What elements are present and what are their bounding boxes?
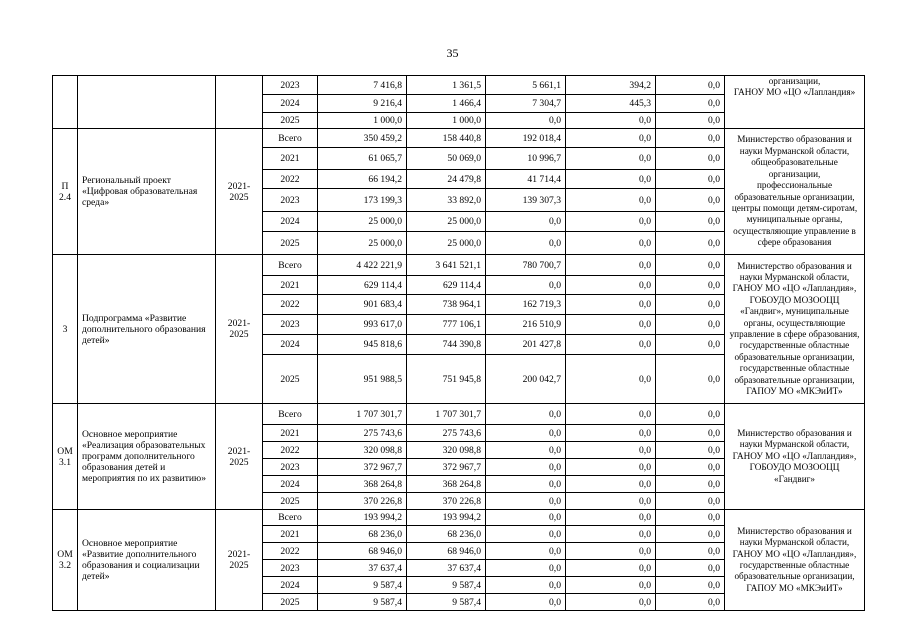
row-year: 2024 <box>263 212 318 232</box>
table-row <box>53 404 865 425</box>
row-value: 0,0 <box>566 148 656 170</box>
row-total: 368 264,8 <box>318 476 407 493</box>
row-value: 0,0 <box>566 335 656 355</box>
row-year: 2021 <box>263 148 318 170</box>
row-value: 0,0 <box>486 212 566 232</box>
row-value: 0,0 <box>566 189 656 212</box>
row-total: 68 946,0 <box>318 543 407 560</box>
table-row <box>53 76 865 95</box>
row-year: Всего <box>263 129 318 148</box>
row-value: 0,0 <box>566 295 656 315</box>
row-total: 25 000,0 <box>318 212 407 232</box>
section-period: 2021- 2025 <box>216 510 263 611</box>
row-value: 9 587,4 <box>407 577 486 594</box>
section-name: Основное мероприятие «Реализация образовательных программ дополнительного образования детей и мероприятия по их развитию» <box>78 404 216 510</box>
section-name: Региональный проект «Цифровая образовательная среда» <box>78 129 216 255</box>
row-value: 0,0 <box>656 232 725 255</box>
row-year: Всего <box>263 404 318 425</box>
row-year: 2023 <box>263 315 318 335</box>
row-value: 0,0 <box>656 315 725 335</box>
row-value: 0,0 <box>486 459 566 476</box>
section-name <box>78 76 216 129</box>
row-value: 0,0 <box>566 276 656 295</box>
row-value: 0,0 <box>656 148 725 170</box>
row-year: 2023 <box>263 189 318 212</box>
row-year: 2023 <box>263 76 318 95</box>
row-total: 1 707 301,7 <box>318 404 407 425</box>
row-total: 9 587,4 <box>318 594 407 611</box>
row-value: 0,0 <box>486 404 566 425</box>
row-value: 0,0 <box>656 76 725 95</box>
row-total: 350 459,2 <box>318 129 407 148</box>
page-number: 35 <box>446 46 459 60</box>
row-value: 320 098,8 <box>407 442 486 459</box>
section-period: 2021- 2025 <box>216 129 263 255</box>
row-year: 2025 <box>263 493 318 510</box>
row-value: 0,0 <box>656 526 725 543</box>
row-value: 0,0 <box>566 560 656 577</box>
row-total: 629 114,4 <box>318 276 407 295</box>
row-value: 0,0 <box>656 189 725 212</box>
row-year: 2025 <box>263 594 318 611</box>
row-year: 2022 <box>263 442 318 459</box>
row-total: 25 000,0 <box>318 232 407 255</box>
section-period: 2021- 2025 <box>216 255 263 404</box>
row-value: 0,0 <box>486 476 566 493</box>
table-body <box>53 76 865 611</box>
row-year: 2021 <box>263 276 318 295</box>
row-value: 777 106,1 <box>407 315 486 335</box>
row-value: 0,0 <box>566 129 656 148</box>
row-value: 0,0 <box>566 425 656 442</box>
row-total: 37 637,4 <box>318 560 407 577</box>
row-year: 2021 <box>263 526 318 543</box>
table-row <box>53 255 865 276</box>
row-total: 1 000,0 <box>318 113 407 129</box>
row-value: 158 440,8 <box>407 129 486 148</box>
row-value: 162 719,3 <box>486 295 566 315</box>
row-value: 0,0 <box>656 276 725 295</box>
row-value: 139 307,3 <box>486 189 566 212</box>
row-value: 0,0 <box>656 493 725 510</box>
row-value: 445,3 <box>566 95 656 113</box>
row-value: 24 479,8 <box>407 170 486 189</box>
row-value: 744 390,8 <box>407 335 486 355</box>
row-total: 68 236,0 <box>318 526 407 543</box>
row-value: 0,0 <box>656 170 725 189</box>
row-value: 0,0 <box>656 560 725 577</box>
row-total: 320 098,8 <box>318 442 407 459</box>
row-value: 1 707 301,7 <box>407 404 486 425</box>
row-year: Всего <box>263 510 318 526</box>
row-value: 0,0 <box>566 493 656 510</box>
row-value: 629 114,4 <box>407 276 486 295</box>
row-total: 945 818,6 <box>318 335 407 355</box>
row-year: 2024 <box>263 476 318 493</box>
table-row <box>53 129 865 148</box>
row-value: 0,0 <box>566 113 656 129</box>
row-value: 0,0 <box>486 442 566 459</box>
row-value: 0,0 <box>566 543 656 560</box>
row-value: 0,0 <box>486 526 566 543</box>
row-value: 3 641 521,1 <box>407 255 486 276</box>
row-value: 68 236,0 <box>407 526 486 543</box>
section-executor: организации, ГАНОУ МО «ЦО «Лапландия» <box>725 76 865 129</box>
row-value: 0,0 <box>656 95 725 113</box>
row-total: 66 194,2 <box>318 170 407 189</box>
row-year: 2022 <box>263 543 318 560</box>
row-value: 0,0 <box>486 594 566 611</box>
section-executor: Министерство образования и науки Мурманской области, ГАНОУ МО «ЦО «Лапландия», ГОБОУДО МОЗООЦЦ «Гандвиг» <box>725 404 865 510</box>
row-value: 0,0 <box>486 543 566 560</box>
row-value: 193 994,2 <box>407 510 486 526</box>
row-value: 0,0 <box>486 560 566 577</box>
row-value: 0,0 <box>566 232 656 255</box>
row-value: 25 000,0 <box>407 212 486 232</box>
row-value: 10 996,7 <box>486 148 566 170</box>
section-period: 2021- 2025 <box>216 404 263 510</box>
row-total: 951 988,5 <box>318 355 407 404</box>
row-value: 0,0 <box>656 476 725 493</box>
row-value: 0,0 <box>656 459 725 476</box>
row-value: 0,0 <box>566 476 656 493</box>
section-code <box>53 76 78 129</box>
row-value: 370 226,8 <box>407 493 486 510</box>
section-period <box>216 76 263 129</box>
row-value: 0,0 <box>566 212 656 232</box>
section-executor: Министерство образования и науки Мурманской области, ГАНОУ МО «ЦО «Лапландия», государственные областные образовательные организации, ГАПОУ МО «МКЭиИТ» <box>725 510 865 611</box>
table-row <box>53 510 865 526</box>
row-year: 2025 <box>263 232 318 255</box>
section-name: Подпрограмма «Развитие дополнительного образования детей» <box>78 255 216 404</box>
row-value: 275 743,6 <box>407 425 486 442</box>
row-total: 4 422 221,9 <box>318 255 407 276</box>
row-value: 0,0 <box>656 510 725 526</box>
row-year: 2024 <box>263 95 318 113</box>
row-value: 1 466,4 <box>407 95 486 113</box>
row-value: 372 967,7 <box>407 459 486 476</box>
row-value: 751 945,8 <box>407 355 486 404</box>
section-executor: Министерство образования и науки Мурманской области, ГАНОУ МО «ЦО «Лапландия», ГОБОУДО МОЗООЦЦ «Гандвиг», муниципальные органы, осуществляющие управление в сфере образования, государственные областные образовательные организации, государственные областные образовательные организации, ГАПОУ МО «МКЭиИТ» <box>725 255 865 404</box>
row-value: 0,0 <box>656 335 725 355</box>
row-total: 61 065,7 <box>318 148 407 170</box>
section-name: Основное мероприятие «Развитие дополнительного образования и социализации детей» <box>78 510 216 611</box>
section-executor: Министерство образования и науки Мурманской области, общеобразовательные организации, профессиональные образовательные организации, центры помощи детям-сиротам, муниципальные органы, осуществляющие управление в сфере образования <box>725 129 865 255</box>
row-value: 0,0 <box>656 355 725 404</box>
row-value: 0,0 <box>656 442 725 459</box>
row-total: 193 994,2 <box>318 510 407 526</box>
section-code: 3 <box>53 255 78 404</box>
row-value: 0,0 <box>566 577 656 594</box>
row-value: 0,0 <box>486 510 566 526</box>
row-value: 0,0 <box>566 170 656 189</box>
row-year: 2021 <box>263 425 318 442</box>
row-value: 0,0 <box>656 425 725 442</box>
row-value: 0,0 <box>566 526 656 543</box>
row-year: 2024 <box>263 335 318 355</box>
row-total: 372 967,7 <box>318 459 407 476</box>
row-value: 192 018,4 <box>486 129 566 148</box>
row-year: 2022 <box>263 170 318 189</box>
row-value: 780 700,7 <box>486 255 566 276</box>
row-total: 993 617,0 <box>318 315 407 335</box>
budget-table <box>52 75 865 611</box>
row-value: 41 714,4 <box>486 170 566 189</box>
row-value: 0,0 <box>486 113 566 129</box>
row-value: 0,0 <box>656 295 725 315</box>
row-value: 25 000,0 <box>407 232 486 255</box>
row-value: 68 946,0 <box>407 543 486 560</box>
row-total: 370 226,8 <box>318 493 407 510</box>
row-value: 33 892,0 <box>407 189 486 212</box>
row-value: 0,0 <box>566 355 656 404</box>
row-year: 2024 <box>263 577 318 594</box>
row-total: 7 416,8 <box>318 76 407 95</box>
row-value: 0,0 <box>656 113 725 129</box>
row-value: 9 587,4 <box>407 594 486 611</box>
row-value: 5 661,1 <box>486 76 566 95</box>
row-value: 0,0 <box>656 255 725 276</box>
section-code: П 2.4 <box>53 129 78 255</box>
row-value: 0,0 <box>566 404 656 425</box>
row-total: 173 199,3 <box>318 189 407 212</box>
row-year: 2023 <box>263 560 318 577</box>
row-value: 0,0 <box>566 459 656 476</box>
row-value: 50 069,0 <box>407 148 486 170</box>
row-value: 0,0 <box>486 276 566 295</box>
row-value: 0,0 <box>566 442 656 459</box>
row-value: 201 427,8 <box>486 335 566 355</box>
section-code: ОМ 3.1 <box>53 404 78 510</box>
row-value: 0,0 <box>656 129 725 148</box>
row-value: 0,0 <box>486 493 566 510</box>
row-total: 275 743,6 <box>318 425 407 442</box>
row-value: 1 000,0 <box>407 113 486 129</box>
row-value: 0,0 <box>566 315 656 335</box>
row-value: 394,2 <box>566 76 656 95</box>
row-value: 0,0 <box>656 543 725 560</box>
row-year: Всего <box>263 255 318 276</box>
row-value: 0,0 <box>656 594 725 611</box>
row-value: 216 510,9 <box>486 315 566 335</box>
row-value: 0,0 <box>566 510 656 526</box>
row-total: 901 683,4 <box>318 295 407 315</box>
row-year: 2023 <box>263 459 318 476</box>
row-value: 0,0 <box>656 577 725 594</box>
row-value: 0,0 <box>656 404 725 425</box>
row-value: 7 304,7 <box>486 95 566 113</box>
row-value: 1 361,5 <box>407 76 486 95</box>
row-year: 2025 <box>263 113 318 129</box>
row-value: 0,0 <box>656 212 725 232</box>
row-value: 0,0 <box>566 255 656 276</box>
row-value: 0,0 <box>566 594 656 611</box>
row-value: 0,0 <box>486 232 566 255</box>
row-year: 2025 <box>263 355 318 404</box>
row-total: 9 587,4 <box>318 577 407 594</box>
row-year: 2022 <box>263 295 318 315</box>
row-value: 0,0 <box>486 577 566 594</box>
section-code: ОМ 3.2 <box>53 510 78 611</box>
row-value: 200 042,7 <box>486 355 566 404</box>
row-value: 0,0 <box>486 425 566 442</box>
row-total: 9 216,4 <box>318 95 407 113</box>
row-value: 738 964,1 <box>407 295 486 315</box>
row-value: 368 264,8 <box>407 476 486 493</box>
row-value: 37 637,4 <box>407 560 486 577</box>
